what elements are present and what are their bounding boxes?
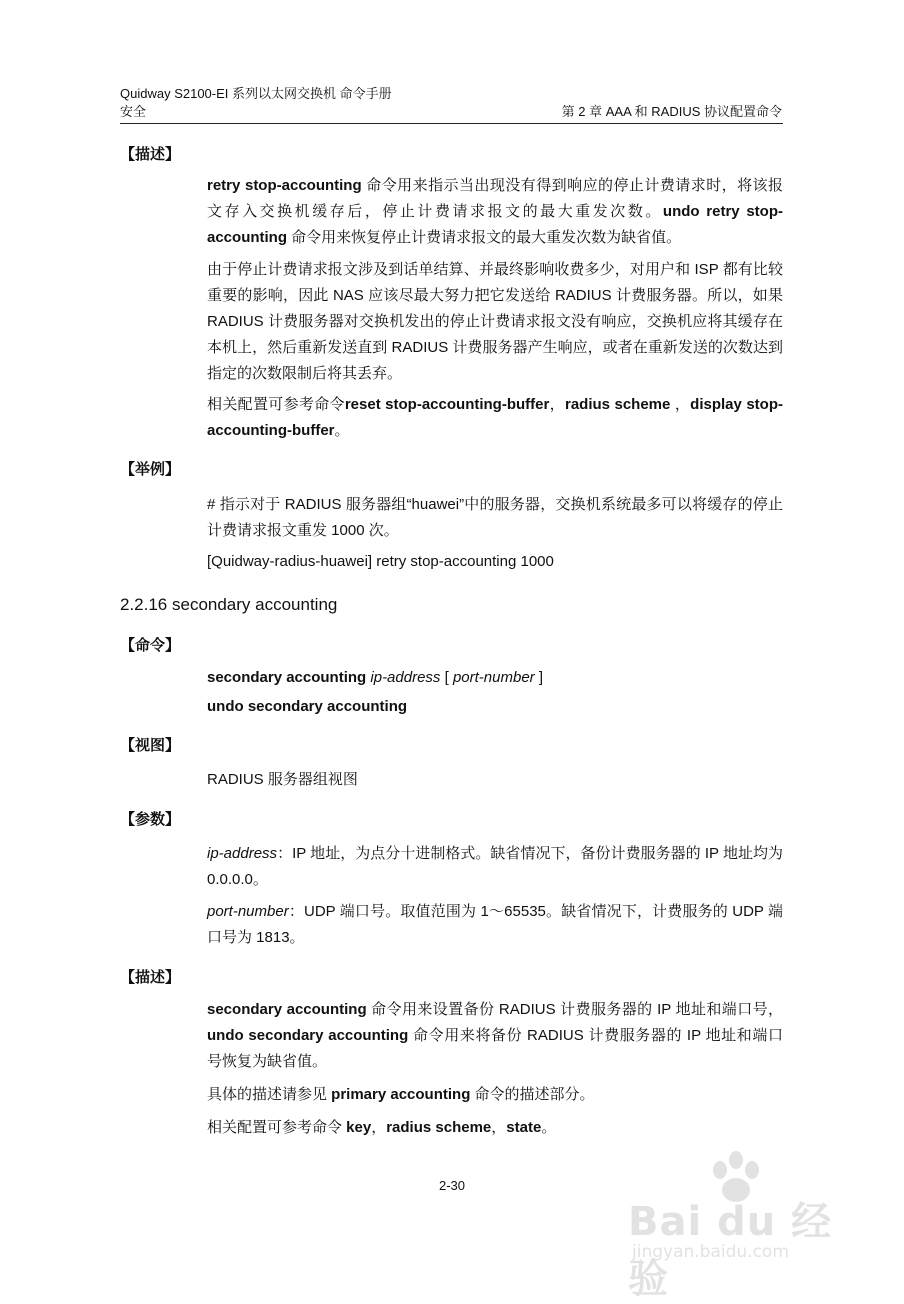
watermark-url: jingyan.baidu.com xyxy=(632,1242,789,1262)
view-text: RADIUS 服务器组视图 xyxy=(207,771,358,788)
cmd-undo-retry-stop-accounting: undo retry stop-accounting xyxy=(207,203,783,246)
cmd-retry-stop-accounting: retry stop-accounting xyxy=(207,177,362,194)
param-port-number: port-number：UDP 端口号。取值范围为 1～65535。缺省情况下，计费服务的 UDP 端口号为 1813。 xyxy=(207,903,783,946)
arg-port-number: port-number xyxy=(452,669,535,686)
desc2-paragraph-2: 具体的描述请参见 primary accounting 命令的描述部分。 xyxy=(207,1086,595,1103)
desc2-paragraph-1: secondary accounting 命令用来设置备份 RADIUS 计费服务器的 IP 地址和端口号，undo secondary accounting 命令用来将备份 RADIUS 计费服务器的 IP 地址和端口号恢复为缺省值。 xyxy=(207,1001,784,1070)
header-divider xyxy=(120,123,783,124)
command-syntax-line-2: undo secondary accounting xyxy=(207,698,408,715)
desc-paragraph-2: 由于停止计费请求报文涉及到话单结算、并最终影响收费多少，对用户和 ISP 都有比较重要的影响，因此 NAS 应该尽最大努力把它发送给 RADIUS 计费服务器。所以，如果 RADIUS 计费服务器对交换机发出的停止计费请求报文没有响应，交换机应将其缓存在本机上，然后重新发送直到 RADIUS 计费服务器产生响应，或者在重新发送的次数达到指定的次数限制后将其丢弃。 xyxy=(207,261,783,382)
cmd-radius-scheme-2: radius scheme xyxy=(386,1119,492,1136)
section-label-example: 【举例】 xyxy=(120,461,181,478)
section-label-description: 【描述】 xyxy=(120,146,181,163)
subsection-heading: 2.2.16 secondary accounting xyxy=(120,595,338,614)
example-code: [Quidway-radius-huawei] retry stop-accounting 1000 xyxy=(207,553,554,570)
param-ip-address: ip-address：IP 地址，为点分十进制格式。缺省情况下，备份计费服务器的 IP 地址均为 0.0.0.0。 xyxy=(207,845,783,888)
cmd-primary-accounting: primary accounting xyxy=(331,1086,471,1103)
watermark-brand: Bai du 经验 xyxy=(628,1199,833,1302)
cmd-display-stop-accounting-buffer: display stop-accounting-buffer xyxy=(207,396,783,439)
desc-paragraph-1: retry stop-accounting 命令用来指示当出现没有得到响应的停止计费请求时，将该报文存入交换机缓存后，停止计费请求报文的最大重发次数。undo retry stop-accounting 命令用来恢复停止计费请求报文的最大重发次数为缺省值。 xyxy=(207,177,784,246)
page-number: 2-30 xyxy=(438,1178,466,1193)
section-label-parameters: 【参数】 xyxy=(120,811,181,828)
cmd-reset-stop-accounting-buffer: reset stop-accounting-buffer xyxy=(344,396,550,413)
command-syntax-line-1: secondary accounting ip-address [ port-number ] xyxy=(207,669,543,686)
baidu-jingyan-watermark xyxy=(628,1150,848,1302)
header-section: 安全 xyxy=(120,104,147,119)
cmd-radius-scheme: radius scheme xyxy=(564,396,671,413)
section-label-description-2: 【描述】 xyxy=(120,969,181,986)
desc2-paragraph-3: 相关配置可参考命令 key，radius scheme，state。 xyxy=(207,1119,557,1136)
cmd-key: key xyxy=(346,1119,372,1136)
section-label-command: 【命令】 xyxy=(120,637,181,654)
header-chapter: 第 2 章 AAA 和 RADIUS 协议配置命令 xyxy=(561,104,782,119)
arg-ip-address: ip-address xyxy=(370,669,441,686)
section-label-view: 【视图】 xyxy=(120,737,181,754)
example-comment: # 指示对于 RADIUS 服务器组“huawei”中的服务器，交换机系统最多可以将缓存的停止计费请求报文重发 1000 次。 xyxy=(207,496,783,539)
desc-paragraph-3: 相关配置可参考命令reset stop-accounting-buffer，radius scheme ，display stop-accounting-buffer。 xyxy=(207,396,783,439)
header-title: Quidway S2100-EI 系列以太网交换机 命令手册 xyxy=(120,86,392,101)
cmd-state: state xyxy=(506,1119,542,1136)
